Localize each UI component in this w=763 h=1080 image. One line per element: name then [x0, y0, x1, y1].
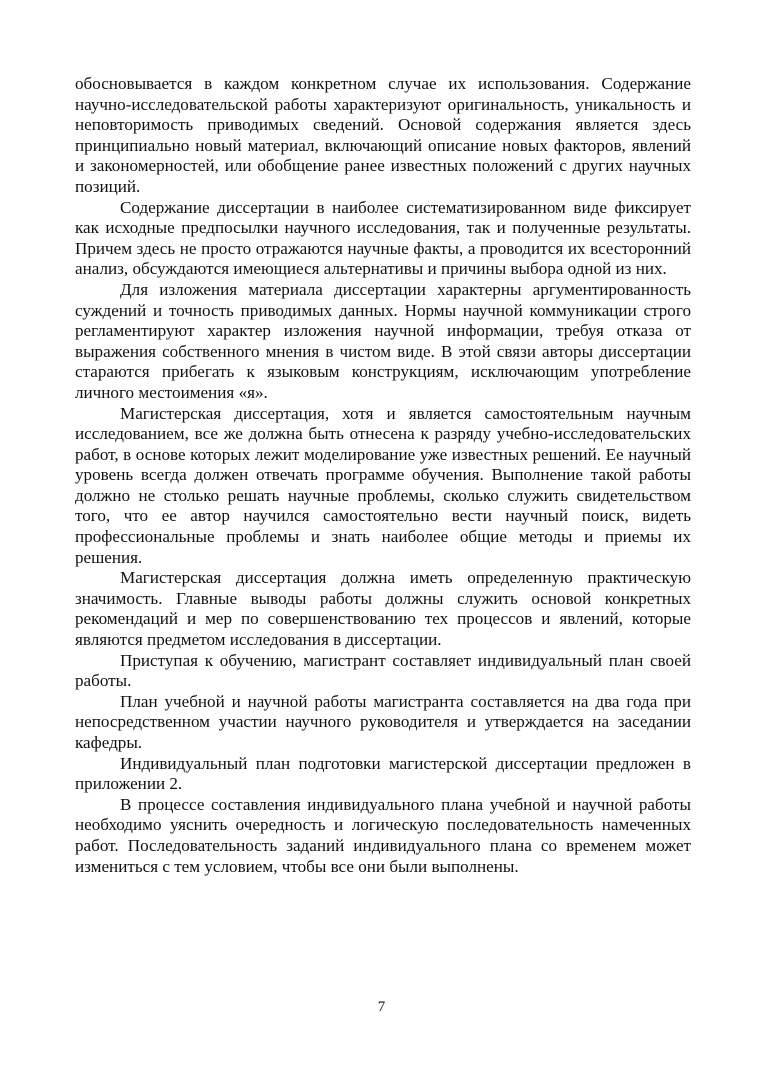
- paragraph-dissertation-content: Содержание диссертации в наиболее систематизированном виде фиксирует как исходные предпосылки научного исследования, так и полученные результаты. Причем здесь не просто отражаются научные факты, а проводится их всесторонний анализ, обсуждаются имеющиеся альтернативы и причины выбора одной из них.: [75, 197, 691, 279]
- paragraph-master-thesis-nature: Магистерская диссертация, хотя и является самостоятельным научным исследованием, все же должна быть отнесена к разряду учебно-исследовательских работ, в основе которых лежит моделирование уже известных решений. Ее научный уровень всегда должен отвечать программе обучения. Выполнение такой работы должно не столько решать научные проблемы, сколько служить свидетельством того, что ее автор научился самостоятельно вести научный поиск, видеть профессиональные проблемы и знать наиболее общие методы и приемы их решения.: [75, 403, 691, 567]
- paragraph-plan-drafting: В процессе составления индивидуального плана учебной и научной работы необходимо уяснить очередность и логическую последовательность намеченных работ. Последовательность заданий индивидуального плана со временем может измениться с тем условием, чтобы все они были выполнены.: [75, 794, 691, 876]
- paragraph-presentation-style: Для изложения материала диссертации характерны аргументированность суждений и точность приводимых данных. Нормы научной коммуникации строго регламентируют характер изложения научной информации, требуя отказа от выражения собственного мнения в чистом виде. В этой связи авторы диссертации стараются прибегать к языковым конструкциям, исключающим употребление личного местоимения «я».: [75, 279, 691, 402]
- paragraph-appendix-reference: Индивидуальный план подготовки магистерской диссертации предложен в приложении 2.: [75, 753, 691, 794]
- paragraph-continuation: обосновывается в каждом конкретном случае их использования. Содержание научно-исследовательской работы характеризуют оригинальность, уникальность и неповторимость приводимых сведений. Основой содержания является здесь принципиально новый материал, включающий описание новых факторов, явлений и закономерностей, или обобщение ранее известных положений с других научных позиций.: [75, 74, 691, 196]
- paragraph-individual-plan: Приступая к обучению, магистрант составляет индивидуальный план своей работы.: [75, 650, 691, 691]
- document-body: [75, 74, 691, 877]
- paragraph-study-plan: План учебной и научной работы магистранта составляется на два года при непосредственном участии научного руководителя и утверждается на заседании кафедры.: [75, 691, 691, 752]
- paragraph-practical-significance: Магистерская диссертация должна иметь определенную практическую значимость. Главные выводы работы должны служить основой конкретных рекомендаций и мер по совершенствованию тех процессов и явлений, которые являются предметом исследования в диссертации.: [75, 568, 691, 650]
- page-number: 7: [377, 999, 386, 1015]
